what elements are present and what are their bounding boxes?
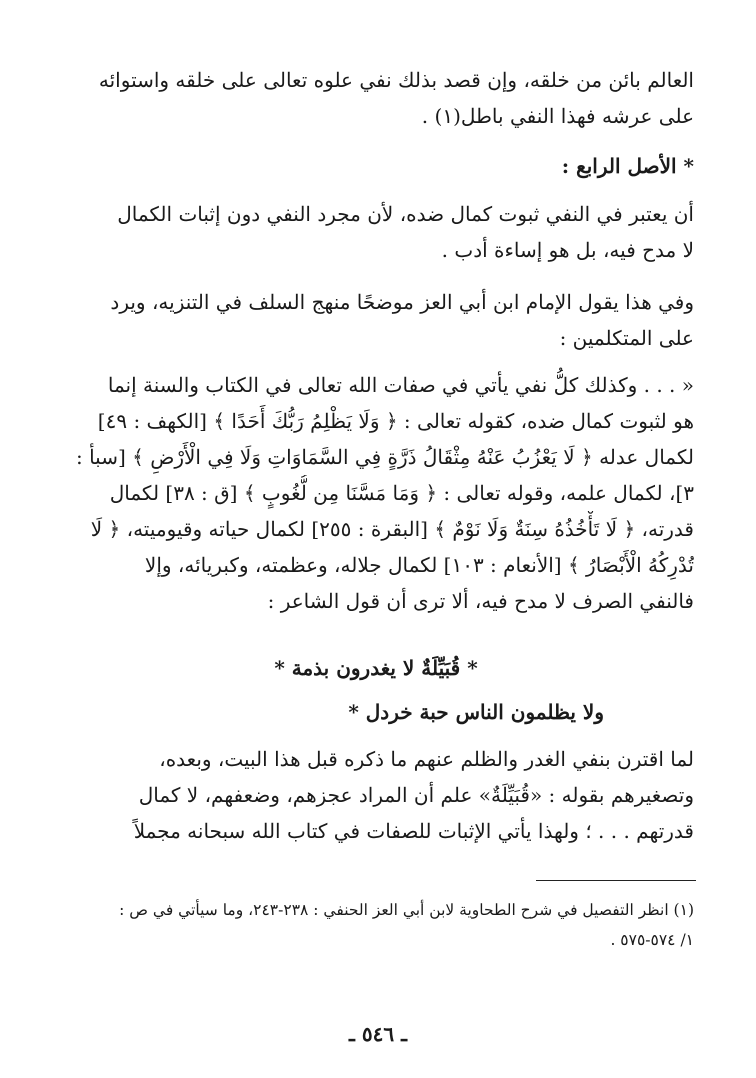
paragraph-1 — [58, 62, 694, 134]
text-line: لا مدح فيه، بل هو إساءة أدب . — [441, 238, 694, 262]
paragraph-3 — [58, 284, 694, 356]
text-line: وفي هذا يقول الإمام ابن أبي العز موضحًا منهج السلف في التنزيه، ويرد — [110, 290, 694, 314]
text-line: هو لثبوت كمال ضده، كقوله تعالى : ﴿ وَلَا يَظْلِمُ رَبُّكَ أَحَدًا ﴾ [الكهف : ٤٩] — [97, 409, 694, 433]
footnote — [58, 895, 694, 955]
text-line: ٣]، لكمال علمه، وقوله تعالى : ﴿ وَمَا مَسَّنَا مِن لُّغُوبٍ ﴾ [ق : ٣٨] لكمال — [109, 481, 694, 505]
text-line: قدرته، ﴿ لَا تَأْخُذُهُ سِنَةٌ وَلَا نَوْمٌ ﴾ [البقرة : ٢٥٥] لكمال حياته وقيوميته، ﴿ لَا — [90, 517, 694, 541]
page-number: ـ ٥٤٦ ـ — [349, 1022, 407, 1046]
text-line: قدرتهم . . . ؛ ولهذا يأتي الإثبات للصفات في كتاب الله سبحانه مجملاً — [133, 819, 694, 843]
footnote-line: ١/ ٥٧٤-٥٧٥ . — [610, 931, 694, 949]
text-line: على عرشه فهذا النفي باطل(١) . — [421, 104, 694, 128]
text-line: « . . . وكذلك كلُّ نفي يأتي في صفات الله تعالى في الكتاب والسنة إنما — [107, 373, 694, 397]
text-line: العالم بائن من خلقه، وإن قصد بذلك نفي علوه تعالى على خلقه واستوائه — [98, 68, 694, 92]
text-line: لكمال عدله ﴿ لَا يَعْزُبُ عَنْهُ مِثْقَالُ ذَرَّةٍ فِي السَّمَاوَاتِ وَلَا فِي الْأَرْضِ ﴾ [سبأ : — [75, 445, 694, 469]
paragraph-4 — [58, 741, 694, 849]
text-line: فالنفي الصرف لا مدح فيه، ألا ترى أن قول الشاعر : — [267, 589, 694, 613]
verse-line-2 — [58, 694, 694, 730]
paragraph-2 — [58, 196, 694, 268]
verse-text: * قُبَيِّلَةٌ لا يغدرون بذمة * — [274, 656, 478, 680]
text-line: أن يعتبر في النفي ثبوت كمال ضده، لأن مجرد النفي دون إثبات الكمال — [117, 202, 694, 226]
verse-text: ولا يظلمون الناس حبة خردل * — [348, 700, 604, 724]
text-line: لما اقترن بنفي الغدر والظلم عنهم ما ذكره قبل هذا البيت، وبعده، — [159, 747, 694, 771]
text-line: وتصغيرهم بقوله : «قُبَيِّلَةٌ» علم أن المراد عجزهم، وضعفهم، لا كمال — [138, 783, 694, 807]
text-line: على المتكلمين : — [559, 326, 694, 350]
footnote-line: (١) انظر التفصيل في شرح الطحاوية لابن أبي العز الحنفي : ٢٣٨-٢٤٣، وما سيأتي في ص : — [119, 901, 694, 919]
heading-text: * الأصل الرابع : — [561, 154, 694, 178]
verse-line-1 — [58, 650, 694, 686]
quotation — [58, 367, 694, 619]
text-line: تُدْرِكُهُ الْأَبْصَارُ ﴾ [الأنعام : ١٠٣] لكمال جلاله، وعظمته، وكبريائه، وإلا — [144, 553, 694, 577]
footnote-separator — [536, 880, 696, 881]
section-heading — [58, 148, 694, 184]
